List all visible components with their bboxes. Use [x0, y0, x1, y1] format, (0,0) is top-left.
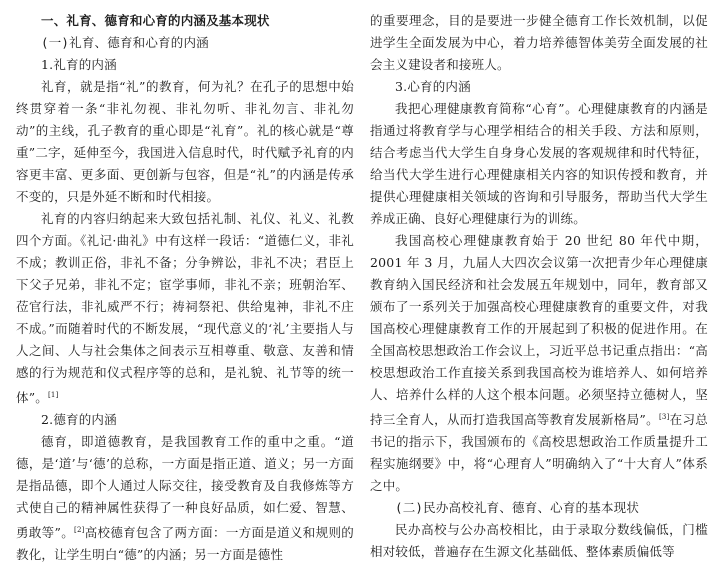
left-column [16, 10, 355, 563]
subsection-heading-2: (二)民办高校礼育、德育、心育的基本现状 [395, 500, 640, 516]
paragraph: 我把心理健康教育简称“心育”。心理健康教育的内涵是指通过将教育学与心理学相结合的相关手段、方法和原则，结合考虑当代大学生自身身心发展的客观规律和时代特征，给当代大学生进行心理健康相关内容的知识传授和教育，并提供心理健康相关领域的咨询和引导服务，帮助当代大学生养成正确、良好心理健康行为的训练。 [370, 101, 708, 226]
paragraph-continued: 的重要理念，目的是要进一步健全德育工作长效机制，以促进学生全面发展为中心，着力培养德智体美劳全面发展的社会主义建设者和接班人。 [370, 13, 708, 72]
paragraph [370, 230, 708, 497]
paragraph-text: 德育，即道德教育，是我国教育工作的重中之重。“道德，是‘道’与‘德’的总称，一方面是指正道、道义；另一方面是指品德，即个人通过人际交往，接受教育及自我修炼等方式使自己的精神属性获得了一种良好品质，如仁爱、智慧、勇敢等”。 [16, 434, 354, 541]
paragraph-text: 我国高校心理健康教育始于 20 世纪 80 年代中期，2001 年 3 月，九届人大四次会议第一次把青少年心理健康教育纳入国民经济和社会发展五年规划中，同年，教育部又颁布了一系列关于加强高校心理健康教育的重要文件，对我国高校心理健康教育工作的开展起到了积极的促进作用。在全国高校思想政治工作会议上，习近平总书记重点指出：“高校思想政治工作直接关系到我国高校为谁培养人、如何培养人、培养什么样的人这个根本问题。必须坚持立德树人，坚持三全育人，从而打造我国高等教育发展新格局”。 [370, 233, 708, 428]
paragraph-text: 在习总书记的指示下，我国颁布的《高校思想政治工作质量提升工程实施纲要》中，将“心理育人”明确纳入了“十大育人”体系之中。 [370, 412, 708, 494]
paragraph-text: 高校德育包含了两方面：一方面是道义和规则的教化，让学生明白“德”的内涵；另一方面是德性 [16, 525, 355, 563]
sec1-title: 1.礼育的内涵 [41, 57, 117, 72]
sec3-title: 3.心育的内涵 [395, 79, 471, 94]
sec2-title: 2.德育的内涵 [41, 412, 117, 428]
section-heading: 一、礼育、德育和心育的内涵及基本现状 [41, 13, 270, 28]
citation-ref: [1] [48, 391, 59, 399]
paragraph [16, 431, 354, 566]
citation-ref: [2] [74, 526, 85, 535]
right-column [370, 10, 708, 560]
paragraph: 礼育，就是指“礼”的教育，何为礼？在孔子的思想中始终贯穿着一条“非礼勿视、非礼勿听、非礼勿言、非礼勿动”的主线，孔子教育的重心即是“礼育”。礼的核心就是“尊重”二字，延伸至今，我国进入信息时代，时代赋予礼育的内容更丰富、更多面、更创新与包容，但是“礼”的内涵是传承不变的，只是外延不断和时代相接。 [16, 79, 354, 204]
paragraph [16, 208, 354, 409]
paragraph: 民办高校与公办高校相比，由于录取分数线偏低，门槛相对较低，普遍存在生源文化基础低、整体素质偏低等 [370, 522, 708, 560]
paragraph-text: 礼育的内容归纳起来大致包括礼制、礼仪、礼义、礼教四个方面。《礼记·曲礼》中有这样一段话：“道德仁义，非礼不成；教训正俗，非礼不备；分争辨讼，非礼不决；君臣上下父子兄弟，非礼不定；宦学事师，非礼不亲；班朝治军、莅官行法，非礼威严不行；祷祠祭祀、供给鬼神，非礼不庄不成。”而随着时代的不断发展，“现代意义的‘礼’主要指人与人之间、人与社会集体之间表示互相尊重、敬意、友善和情感的行为规范和仪式程序等的总和，是礼貌、礼节等的统一体”。 [16, 211, 354, 406]
citation-ref: [3] [658, 413, 670, 421]
subsection-heading: (一)礼育、德育和心育的内涵 [41, 35, 209, 50]
